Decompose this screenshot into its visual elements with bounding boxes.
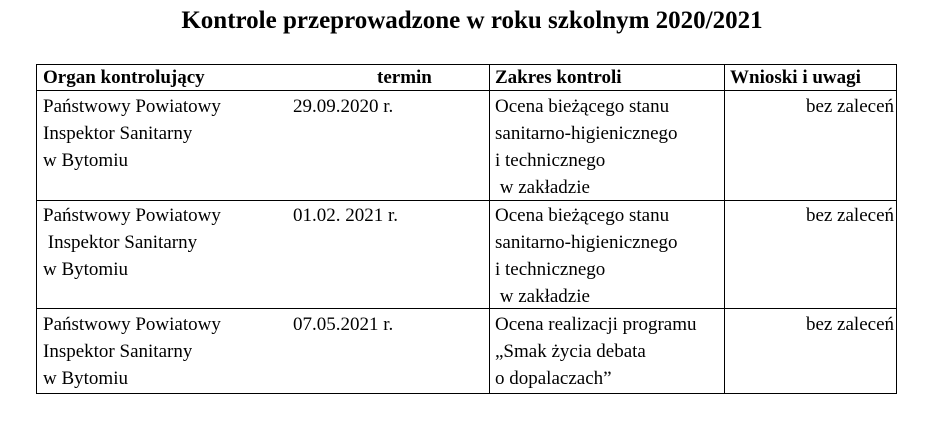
cell-zakres-line: Ocena realizacji programu: [495, 314, 697, 335]
cell-wnioski: bez zaleceń: [805, 96, 894, 117]
cell-zakres-line: Ocena bieżącego stanu: [495, 205, 670, 226]
cell-wnioski: bez zaleceń: [805, 314, 894, 335]
cell-wnioski: bez zaleceń: [805, 205, 894, 226]
cell-termin: 29.09.2020 r.: [293, 96, 394, 117]
cell-organ-line: Państwowy Powiatowy: [43, 314, 221, 335]
header-zakres: Zakres kontroli: [495, 67, 622, 88]
column-divider: [489, 65, 490, 393]
cell-zakres-line: w zakładzie: [495, 286, 590, 307]
row-divider: [37, 200, 896, 201]
cell-zakres-line: i technicznego: [495, 150, 606, 171]
cell-organ-line: Inspektor Sanitarny: [43, 123, 193, 144]
cell-organ-line: w Bytomiu: [43, 259, 128, 280]
cell-zakres-line: w zakładzie: [495, 177, 590, 198]
header-wnioski: Wnioski i uwagi: [730, 67, 861, 88]
cell-zakres-line: „Smak życia debata: [495, 341, 646, 362]
inspections-table: [36, 64, 897, 394]
cell-organ-line: Inspektor Sanitarny: [43, 232, 198, 253]
header-organ: Organ kontrolujący: [43, 67, 205, 88]
cell-zakres-line: sanitarno-higienicznego: [495, 232, 678, 253]
cell-termin: 01.02. 2021 r.: [293, 205, 399, 226]
header-termin: termin: [377, 67, 432, 88]
cell-organ-line: Inspektor Sanitarny: [43, 341, 193, 362]
cell-organ-line: Państwowy Powiatowy: [43, 205, 221, 226]
row-divider: [37, 308, 896, 309]
cell-termin: 07.05.2021 r.: [293, 314, 394, 335]
cell-zakres-line: Ocena bieżącego stanu: [495, 96, 670, 117]
column-divider: [724, 65, 725, 393]
cell-zakres-line: i technicznego: [495, 259, 606, 280]
page-title: Kontrole przeprowadzone w roku szkolnym 2020/2021: [181, 7, 763, 34]
cell-zakres-line: o dopalaczach”: [495, 368, 612, 389]
header-divider: [37, 90, 896, 91]
cell-zakres-line: sanitarno-higienicznego: [495, 123, 678, 144]
cell-organ-line: w Bytomiu: [43, 150, 128, 171]
cell-organ-line: Państwowy Powiatowy: [43, 96, 221, 117]
cell-organ-line: w Bytomiu: [43, 368, 128, 389]
